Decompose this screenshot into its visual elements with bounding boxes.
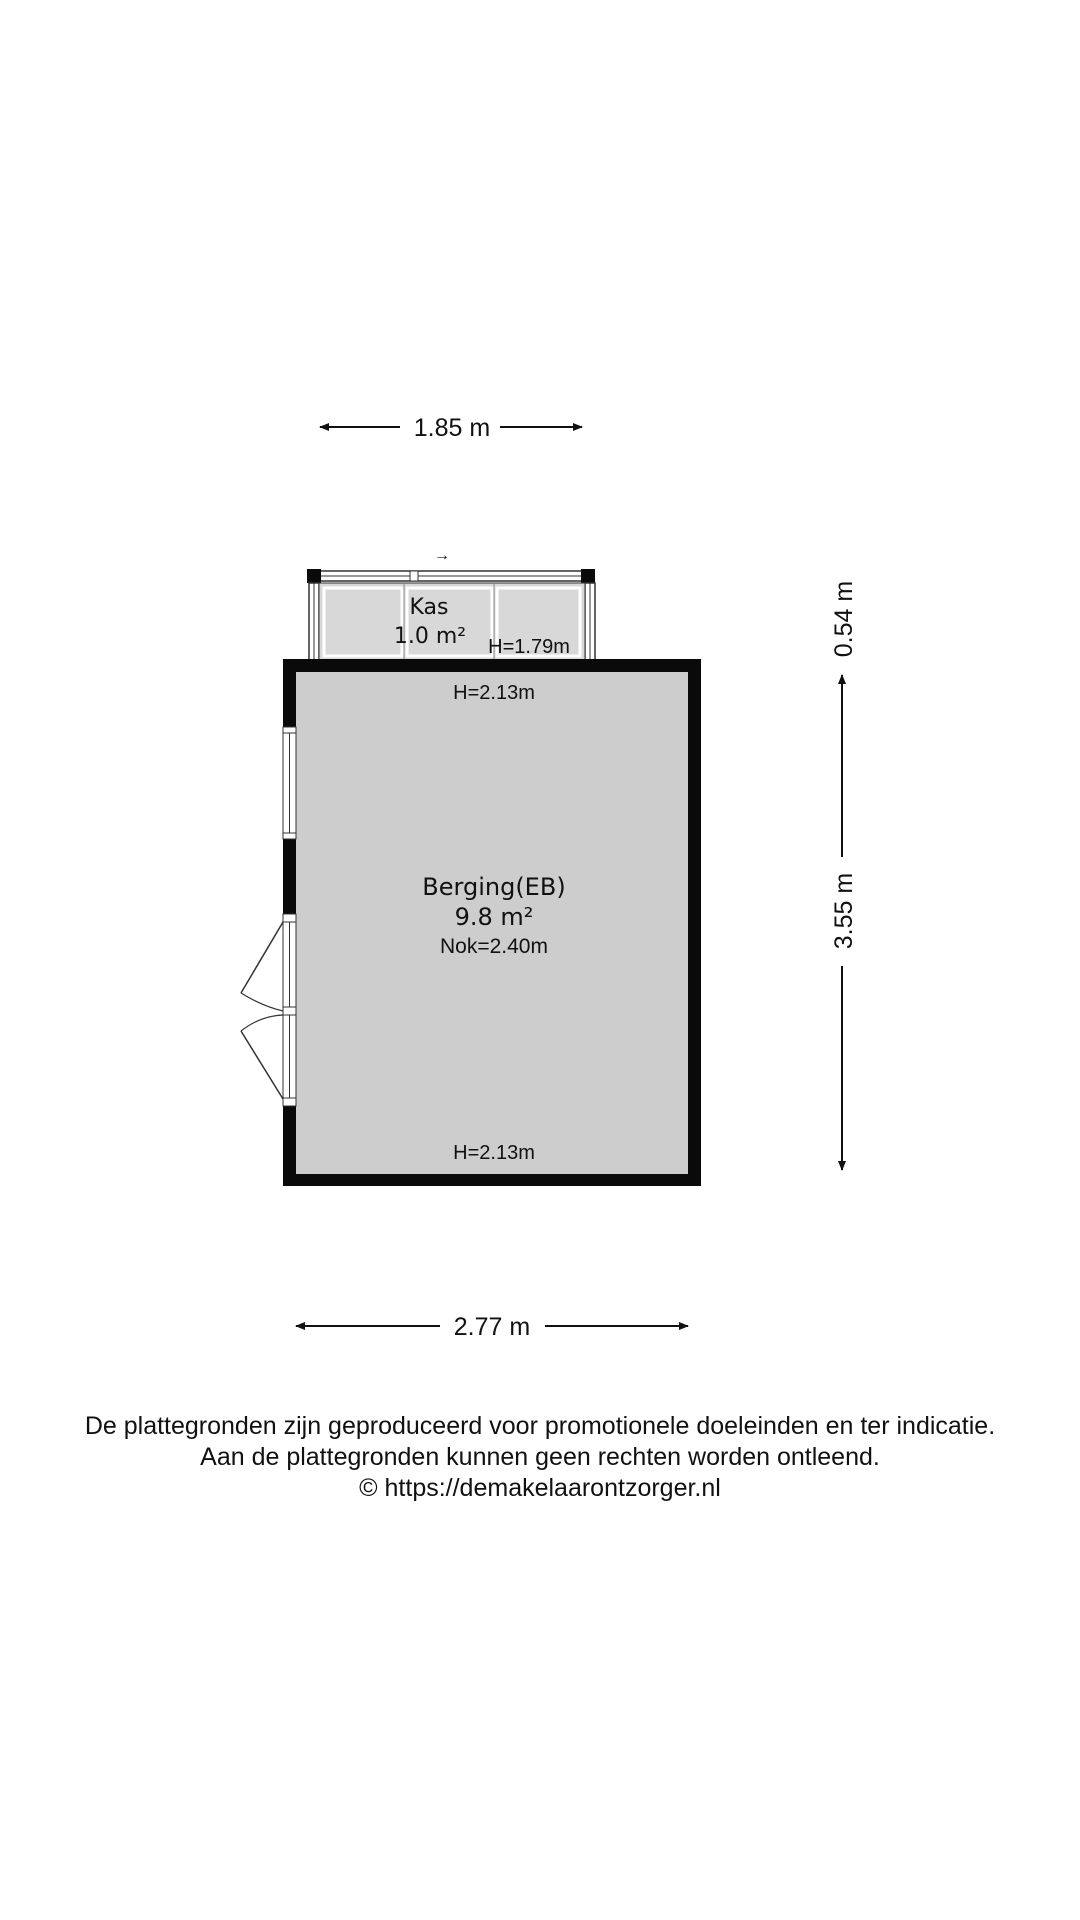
kas-name: Kas [409,595,449,620]
berging-area: 9.8 m² [454,903,534,931]
disclaimer-line-2: Aan de plattegronden kunnen geen rechten worden ontleend. [200,1443,880,1471]
berging-name: Berging(EB) [422,873,566,901]
berging-ridge-height: Nok=2.40m [440,935,548,958]
dimension-right-lower-label: 3.55 m [830,872,858,950]
dimension-right [830,581,858,1170]
kas-post-right [581,569,595,583]
disclaimer-line-3: © https://demakelaarontzorger.nl [359,1474,721,1502]
double-door [241,914,296,1106]
side-window [283,727,296,839]
kas-area: 1.0 m² [393,624,467,649]
kas-post-left [307,569,321,583]
berging-height-bottom: H=2.13m [453,1142,535,1164]
disclaimer [0,1411,1080,1504]
disclaimer-line-1: De plattegronden zijn geproduceerd voor promotionele doeleinden en ter indicatie. [84,1412,996,1440]
direction-arrow-icon: → [434,547,450,564]
kas-height: H=1.79m [488,636,570,658]
dimension-top [320,414,582,442]
dimension-bottom [296,1313,688,1341]
dimension-right-upper-label: 0.54 m [830,580,858,658]
berging-height-top: H=2.13m [453,682,535,704]
kas-room [307,547,595,660]
berging-room [241,659,701,1186]
dimension-bottom-label: 2.77 m [453,1313,531,1341]
dimension-top-label: 1.85 m [413,414,491,442]
